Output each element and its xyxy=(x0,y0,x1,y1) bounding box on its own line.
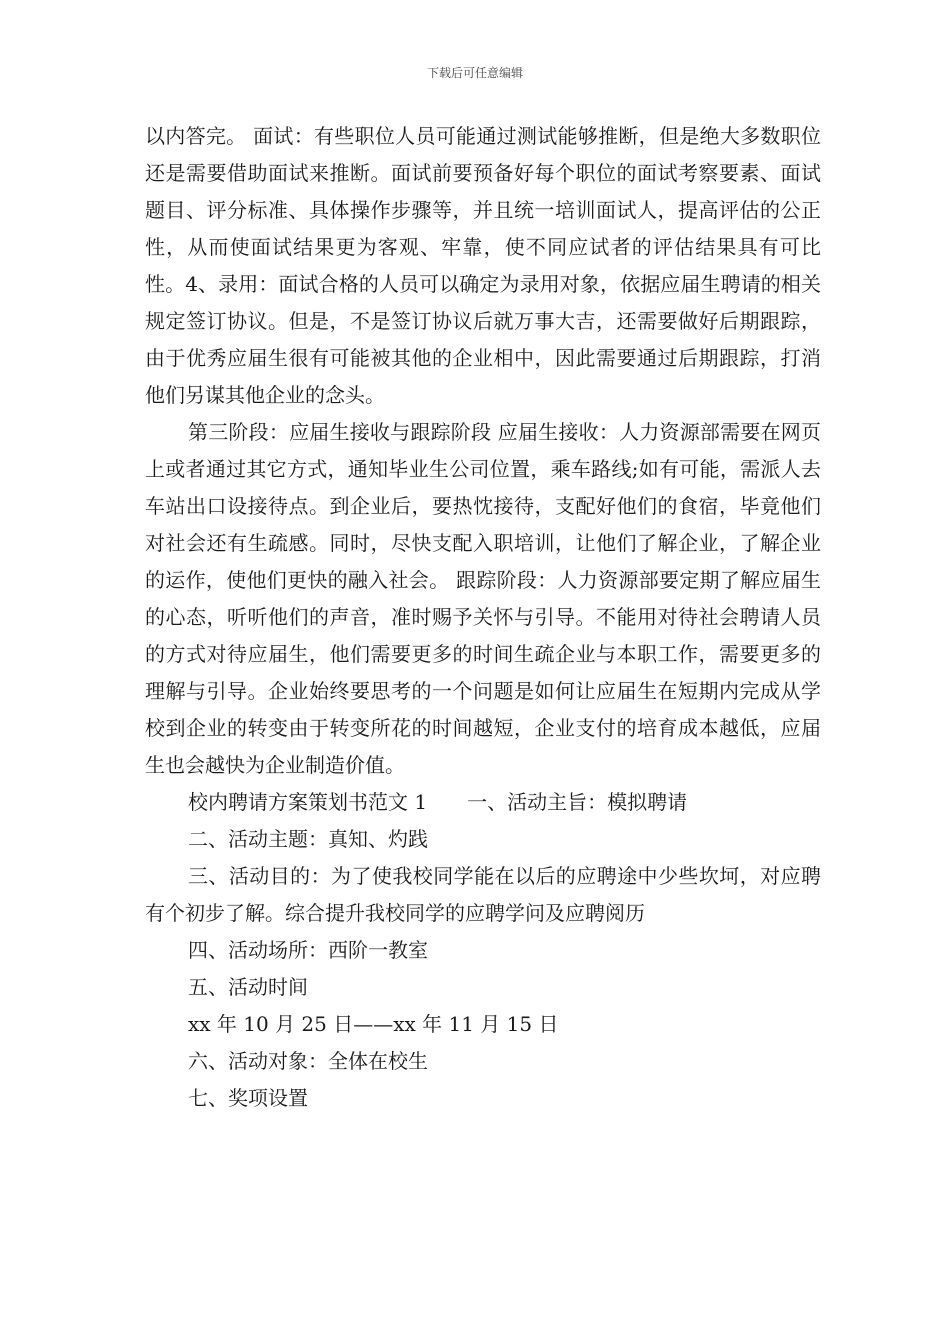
activity-venue: 四、活动场所：西阶一教室 xyxy=(188,938,428,962)
activity-purpose: 一、活动主旨：模拟聘请 xyxy=(467,790,688,814)
page-header: 下载后可任意编辑 xyxy=(426,66,523,80)
activity-date: xx 年 10 月 25 日——xx 年 11 月 15 日 xyxy=(188,1012,559,1036)
activity-audience: 六、活动对象：全体在校生 xyxy=(188,1049,428,1073)
activity-time: 五、活动时间 xyxy=(188,975,308,999)
document-body xyxy=(145,118,821,1117)
award-setting: 七、奖项设置 xyxy=(188,1086,308,1110)
section-title: 校内聘请方案策划书范文 1 xyxy=(188,790,428,814)
activity-theme: 二、活动主题：真知、灼践 xyxy=(188,827,428,851)
section-title-line xyxy=(145,784,821,821)
paragraph-stage-three: 第三阶段：应届生接收与跟踪阶段 应届生接收：人力资源部需要在网页上或者通过其它方式，通知毕业生公司位置，乘车路线;如有可能，需派人去车站出口设接待点。到企业后，要热忱接待，支配好他们的食宿，毕竟他们对社会还有生疏感。同时，尽快支配入职培训，让他们了解企业，了解企业的运作，使他们更快的融入社会。 跟踪阶段：人力资源部要定期了解应届生的心态，听听他们的声音，准时赐予关怀与引导。不能用对待社会聘请人员的方式对待应届生，他们需要更多的时间生疏企业与本职工作，需要更多的理解与引导。企业始终要思考的一个问题是如何让应届生在短期内完成从学校到企业的转变由于转变所花的时间越短，企业支付的培育成本越低，应届生也会越快为企业制造价值。 xyxy=(145,420,821,777)
activity-goal: 三、活动目的：为了使我校同学能在以后的应聘途中少些坎坷，对应聘有个初步了解。综合提升我校同学的应聘学问及应聘阅历 xyxy=(145,864,821,925)
paragraph-interview-recruit: 以内答完。 面试：有些职位人员可能通过测试能够推断，但是绝大多数职位还是需要借助面试来推断。面试前要预备好每个职位的面试考察要素、面试题目、评分标准、具体操作步骤等，并且统一培训面试人，提高评估的公正性，从而使面试结果更为客观、牢靠，使不同应试者的评估结果具有可比性。4、录用：面试合格的人员可以确定为录用对象，依据应届生聘请的相关规定签订协议。但是，不是签订协议后就万事大吉，还需要做好后期跟踪，由于优秀应届生很有可能被其他的企业相中，因此需要通过后期跟踪，打消他们另谋其他企业的念头。 xyxy=(145,124,821,407)
